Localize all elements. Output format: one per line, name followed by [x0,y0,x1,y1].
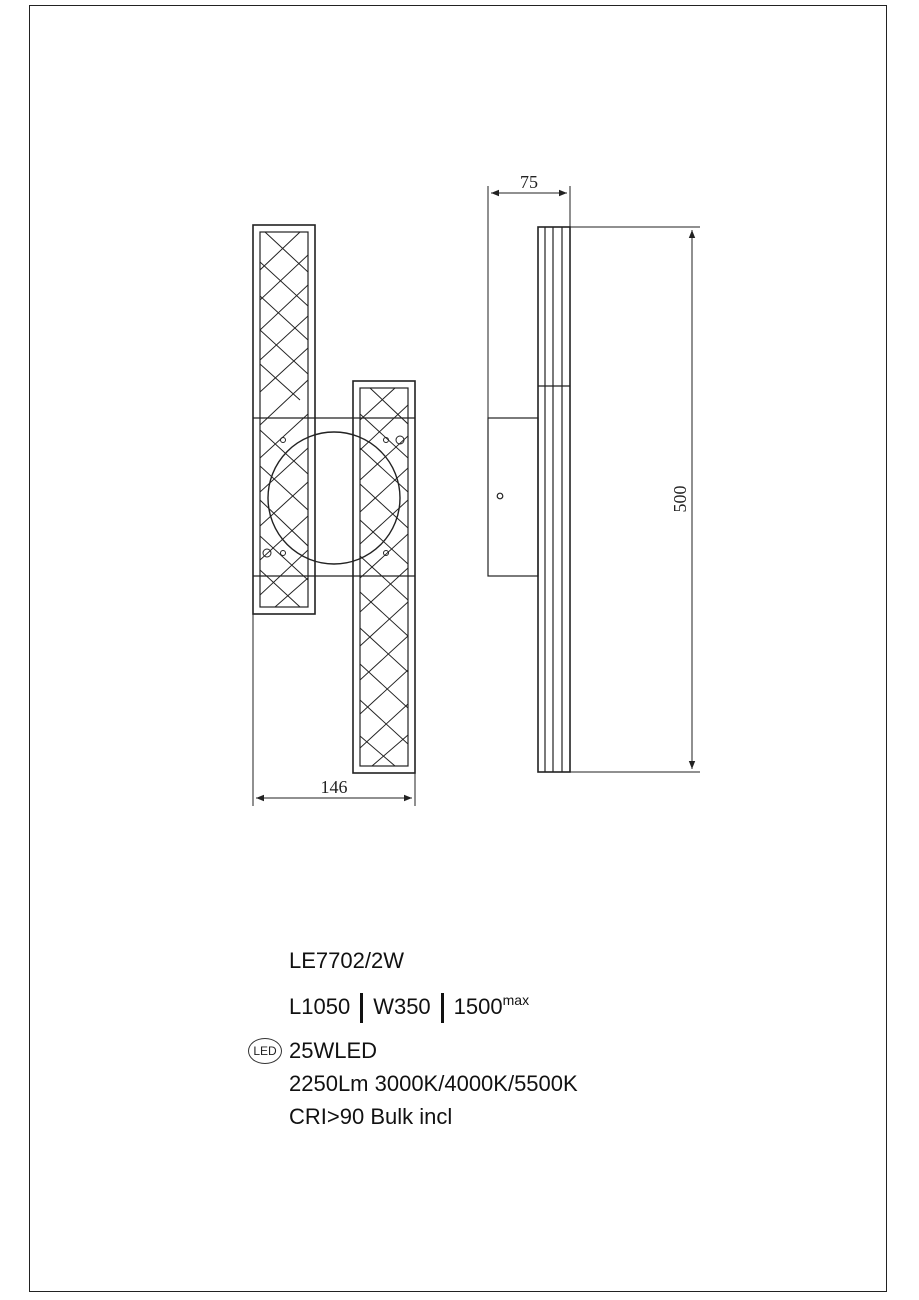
height-suffix: max [502,992,530,1008]
power-spec: 25WLED [289,1038,378,1063]
lumens-cct-spec: 2250Lm 3000K/4000K/5500K [289,1071,578,1096]
length-spec: L1050 [289,994,351,1019]
backplate-circle [268,432,400,564]
front-view [253,225,415,806]
height-spec: 1500 [453,994,503,1019]
cri-bulb-spec: CRI>90 Bulk incl [289,1104,453,1129]
led-icon: LED [248,1038,282,1064]
separator [360,993,363,1023]
model-number: LE7702/2W [289,948,404,973]
side-view [488,186,700,772]
size-row [289,992,529,1023]
height-label: 500 [670,485,690,513]
width-spec: W350 [373,994,431,1019]
separator [441,993,444,1023]
depth-dimension [488,186,570,418]
bracket-screw [497,493,503,499]
wall-mount-bracket [488,418,538,576]
width-label: 146 [320,777,348,797]
depth-label: 75 [520,172,538,192]
side-profile [538,227,570,772]
